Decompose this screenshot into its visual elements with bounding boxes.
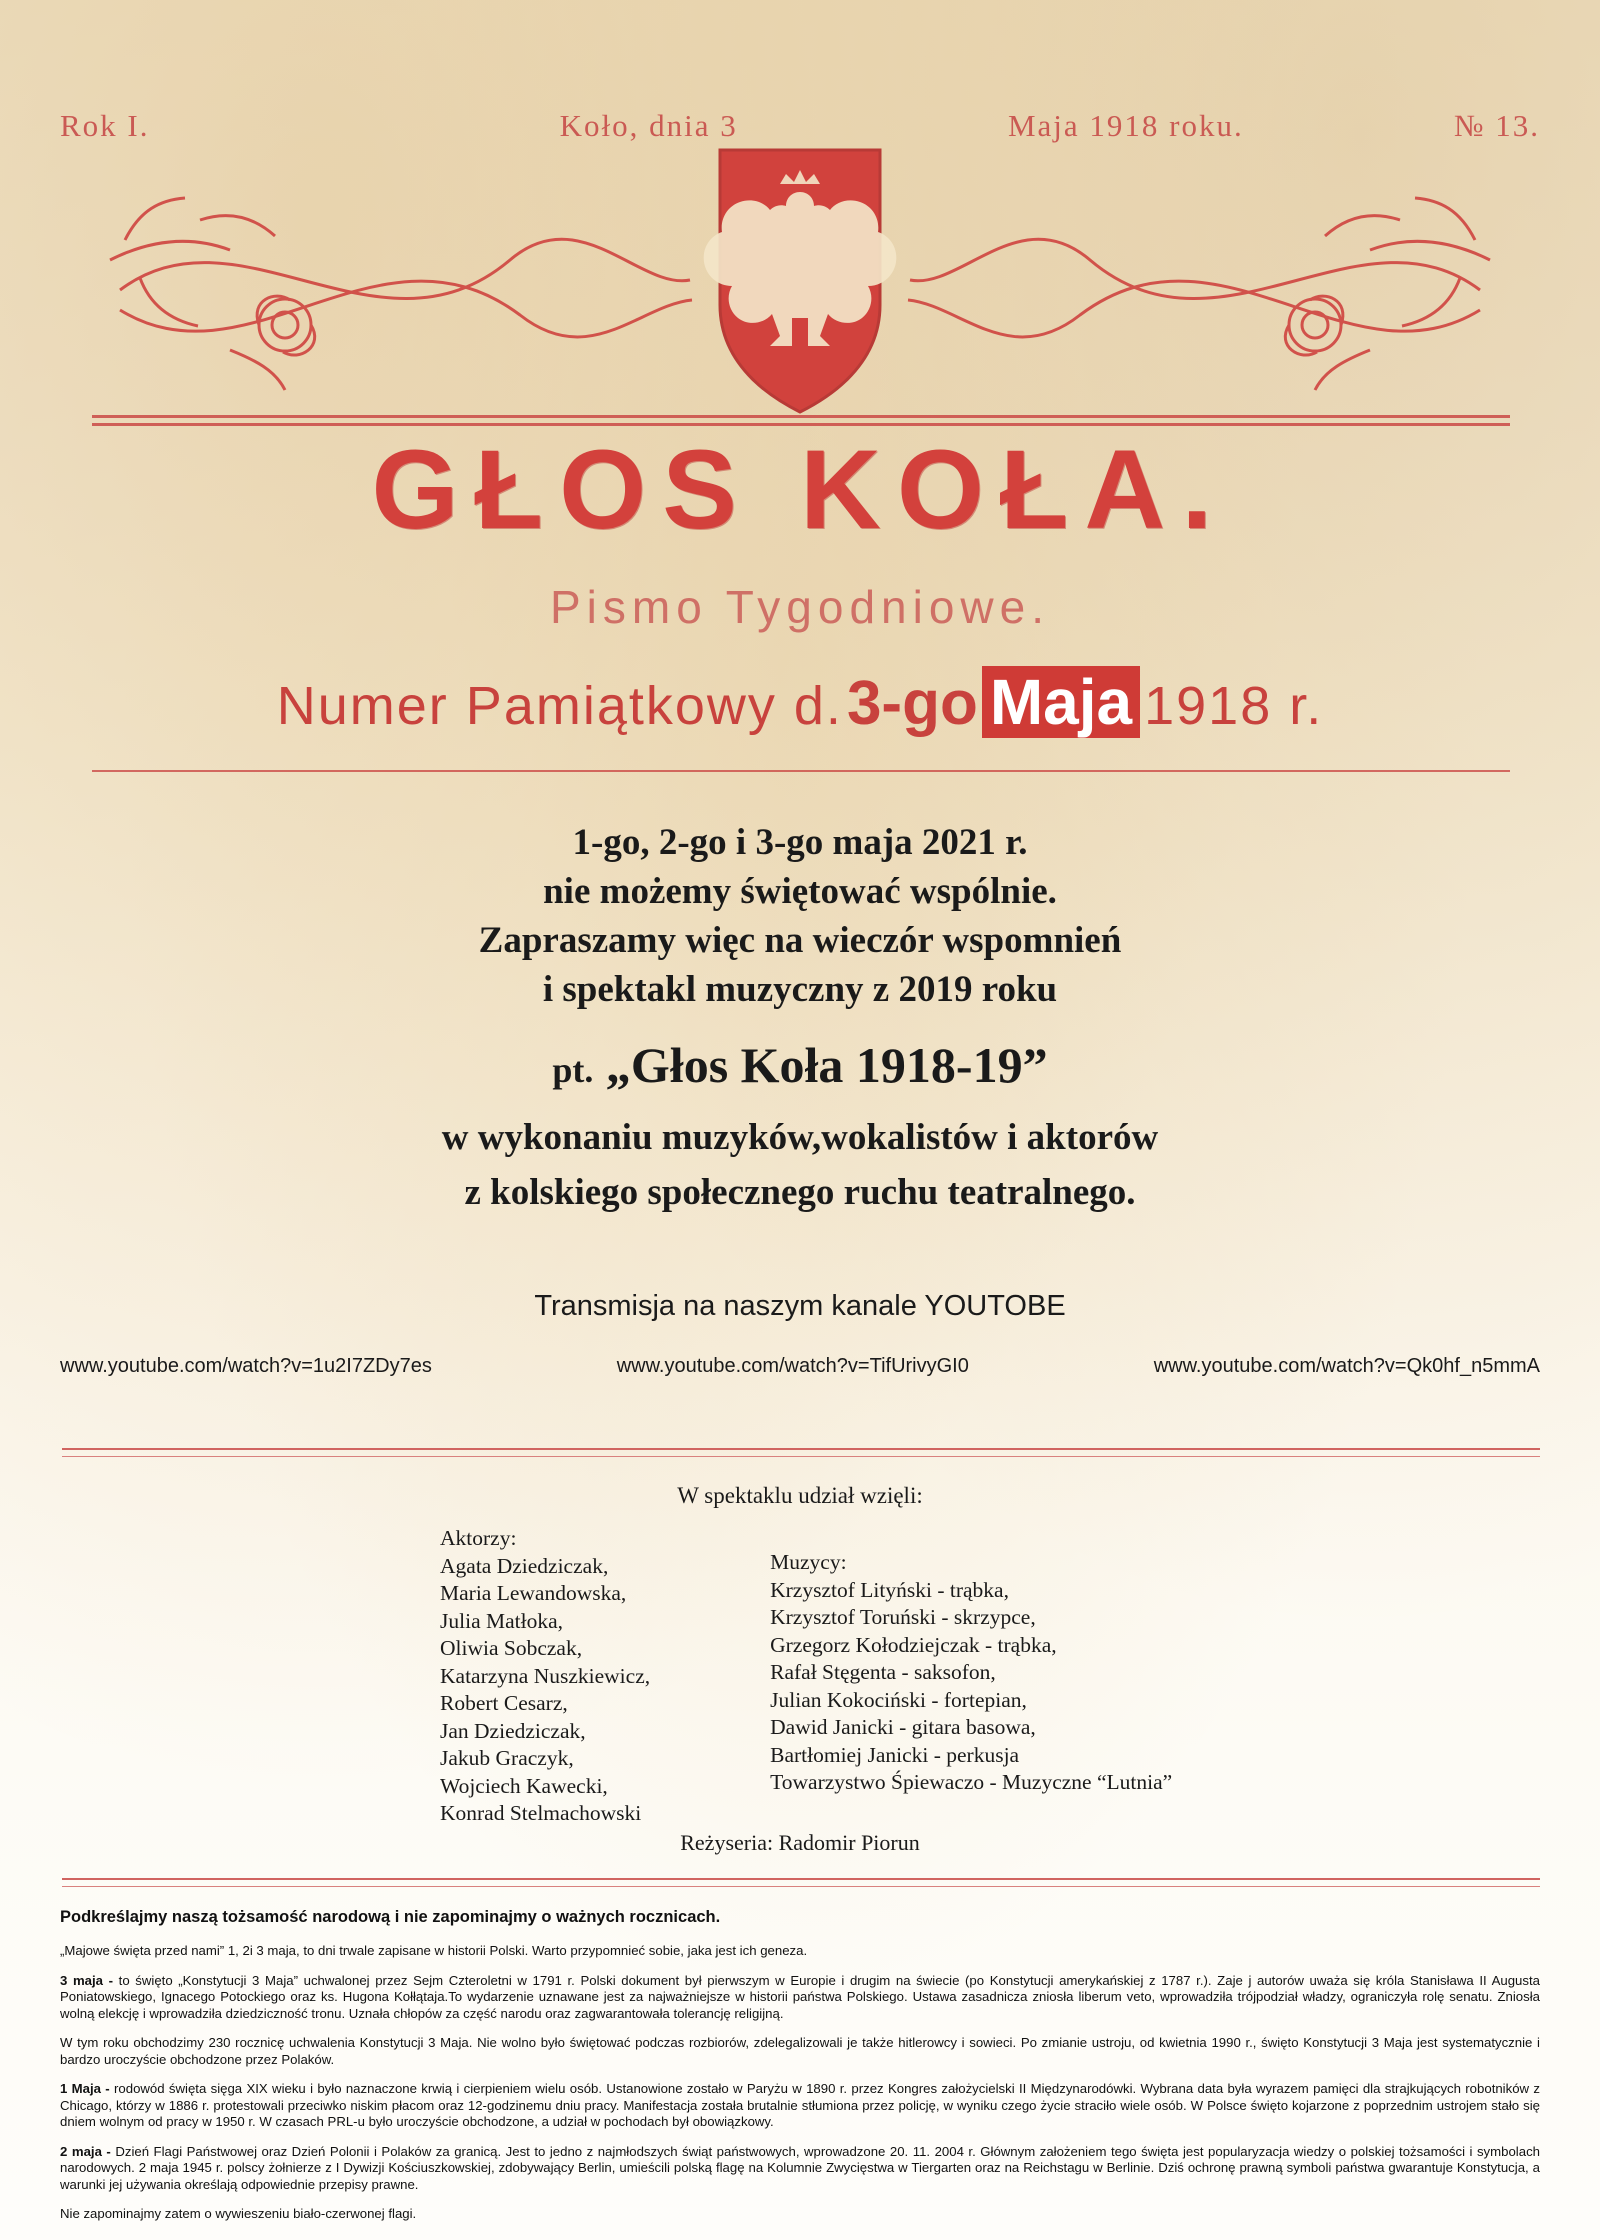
announcement-block: [0, 818, 1600, 1217]
list-item: Konrad Stelmachowski: [440, 1801, 642, 1825]
divider-top: [62, 1448, 1540, 1457]
credits-heading: W spektaklu udział wzięli:: [677, 1483, 923, 1508]
numer-prefix: Numer Pamiątkowy d.: [276, 676, 843, 736]
list-item: Rafał Stęgenta - saksofon,: [770, 1660, 996, 1684]
list-item: Julian Kokociński - fortepian,: [770, 1687, 1027, 1712]
broadcast-label: Transmisja na naszym kanale YOUTOBE: [534, 1290, 1066, 1322]
newspaper-title: GŁOS KOŁA.: [371, 427, 1229, 552]
musicians-label: Muzycy:: [770, 1550, 847, 1574]
divider-bottom: [62, 1878, 1540, 1887]
notes-3-maja: [60, 1973, 1540, 2023]
list-item: Bartłomiej Janicki - perkusja: [770, 1742, 1020, 1767]
announcement-line-4: i spektakl muzyczny z 2019 roku: [542, 969, 1058, 1010]
broadcast-links: [60, 1355, 1540, 1378]
notes-title: Podkreślajmy naszą tożsamość narodową i nie zapominajmy o ważnych rocznicach.: [60, 1908, 721, 1926]
notes-230-rocznica: W tym roku obchodzimy 230 rocznicę uchwalenia Konstytucji 3 Maja. Nie wolno było świętować podczas rozbiorów, zdelegalizowali je także hitlerowcy i sowieci. Po zmianie ustroju, od kwietnia 1990 r., święto Konstytucji 3 Maja jest systematycznie i bardzo uroczyście obchodzone przez Polaków.: [60, 2035, 1540, 2067]
masthead-issue-number: № 13.: [1453, 108, 1540, 143]
announcement-line-1: 1-go, 2-go i 3-go maja 2021 r.: [572, 822, 1028, 863]
list-item: Katarzyna Nuszkiewicz,: [440, 1663, 651, 1688]
numer-month: Maja: [982, 666, 1140, 738]
announcement-line-2: nie możemy świętować wspólnie.: [543, 871, 1057, 912]
notes-3-maja-label: 3 maja -: [60, 1972, 114, 1988]
youtube-link-1[interactable]: www.youtube.com/watch?v=1u2I7ZDy7es: [60, 1355, 432, 1377]
masthead-place-date: Koło, dnia 3: [559, 108, 738, 143]
actors-list: [440, 1553, 650, 1828]
list-item: Grzegorz Kołodziejczak - trąbka,: [770, 1632, 1057, 1657]
numer-year: 1918 r.: [1144, 676, 1324, 736]
notes-3-maja-text: to święto „Konstytucji 3 Maja” uchwalonej przez Sejm Czteroletni w 1791 r. Polski dokument był pierwszym w Europie i drugim na świecie (po Konstytucji amerykańskiej z 1787 r.). Zaje j autorów uważa się króla Stanisława II Augusta Poniatowskiego, Ignacego Potockiego oraz ks. Hugona Kołłątaja.To wydarzenie uznawane jest za najważniejsze w historii państwa Polskiego. Ustawa zasadnicza zniosła liberum veto, wprowadziła trójpodział władzy, ograniczyła rolę senatu. Zniosła wolną elekcję i wprowadziła dziedziczność tronu. Uznała chłopów za część narodu oraz zagwarantowała tolerancję religijną.: [60, 1972, 1540, 2021]
eagle-shield-icon: [704, 150, 897, 412]
masthead: [0, 0, 1600, 820]
ornament-eagle-crest: [80, 140, 1520, 420]
notes-1-maja-label: 1 Maja -: [60, 2081, 110, 2096]
actors-label: Aktorzy:: [440, 1526, 517, 1550]
musicians-column: [770, 1525, 1172, 1828]
notes-2-maja-text: Dzień Flagi Państwowej oraz Dzień Polonii i Polaków za granicą. Jest to jedno z najmłodszych świąt państwowych, wprowadzone 20. 11. 2004 r. Głównym założeniem tego święta jest popularyzacja wiedzy o polskiej tożsamości i symbolach narodowych. 2 maja 1945 r. polscy żołnierze z I Dywizji Kościuszkowskiej, zdobywający Berlin, umieścili polską flagę na Kolumnie Zwycięstwa w Tiergarten oraz na Reichstagu w Berlinie. Dziś ochronę prawną symboli państwa gwarantuje Konstytucja, a warunki jej używania określają odpowiednie przepisy prawne.: [60, 2143, 1540, 2192]
notes-2-maja-label: 2 maja -: [60, 2143, 111, 2159]
cast-lists: [440, 1525, 1440, 1828]
list-item: Jan Dziedziczak,: [440, 1718, 586, 1743]
masthead-month-year: Maja 1918 roku.: [1007, 108, 1244, 143]
notes-1-maja-text: rodowód święta sięga XIX wieku i było naznaczone krwią i cierpieniem wielu osób. Ustanowione zostało w Paryżu w 1890 r. przez Kongres założycielski II Międzynarodówki. Wybrana data była wyrazem pamięci dla strajkujących robotników z Chicago, którzy w 1886 r. protestowali przeciwko niskim płacom oraz 12-godzinemu dniu pracy. Manifestacja została brutalnie stłumiona przez policję, w wyniku czego życie straciło wiele osób. W Polsce święto kojarzone z poprzednim ustrojem stało się dniem wolnym od pracy w 1950 r. W czasach PRL-u było uroczyście obchodzone, a udział w pochodach był obowiązkowy.: [60, 2081, 1540, 2129]
list-item: Towarzystwo Śpiewaczo - Muzyczne “Lutnia”: [770, 1770, 1173, 1794]
youtube-link-3[interactable]: www.youtube.com/watch?v=Qk0hf_n5mmA: [1153, 1355, 1540, 1377]
list-item: Krzysztof Lityński - trąbka,: [770, 1577, 1009, 1602]
notes-1-maja: [60, 2081, 1540, 2131]
newspaper-subtitle: Pismo Tygodniowe.: [549, 581, 1051, 633]
notes-2-maja: [60, 2144, 1540, 2194]
list-item: Maria Lewandowska,: [440, 1581, 627, 1605]
announcement-line-3: Zapraszamy więc na wieczór wspomnień: [478, 920, 1122, 961]
list-item: Robert Cesarz,: [440, 1691, 568, 1715]
show-title: „Głos Koła 1918-19”: [605, 1037, 1048, 1093]
list-item: Jakub Graczyk,: [440, 1746, 574, 1770]
historical-notes: [60, 1908, 1540, 2236]
list-item: Dawid Janicki - gitara basowa,: [770, 1715, 1036, 1739]
commemorative-issue-line: [0, 665, 1600, 739]
notes-closing: Nie zapominajmy zatem o wywieszeniu biało-czerwonej flagi.: [60, 2206, 417, 2221]
list-item: Krzysztof Toruński - skrzypce,: [770, 1605, 1036, 1629]
notes-intro: „Majowe święta przed nami” 1, 2i 3 maja, to dni trwale zapisane w historii Polski. Warto przypomnieć sobie, jaka jest ich geneza.: [60, 1943, 808, 1958]
list-item: Wojciech Kawecki,: [440, 1773, 608, 1798]
masthead-volume: Rok I.: [60, 108, 150, 143]
announcement-line-5: w wykonaniu muzyków,wokalistów i aktorów: [441, 1117, 1159, 1158]
masthead-bottom-rule: [92, 770, 1510, 772]
announcement-line-6: z kolskiego społecznego ruchu teatralnego.: [464, 1172, 1136, 1213]
list-item: Agata Dziedziczak,: [440, 1553, 609, 1578]
actors-column: [440, 1525, 650, 1828]
show-title-prefix: pt.: [552, 1050, 594, 1090]
youtube-link-2[interactable]: www.youtube.com/watch?v=TifUrivyGI0: [616, 1355, 969, 1377]
musicians-list: [770, 1577, 1172, 1797]
masthead-meta-line: [60, 108, 1540, 144]
list-item: Oliwia Sobczak,: [440, 1636, 583, 1660]
list-item: Julia Matłoka,: [440, 1608, 564, 1633]
director-credit: Reżyseria: Radomir Piorun: [680, 1830, 920, 1855]
show-title-line: [0, 1028, 1600, 1107]
numer-day: 3-go: [846, 669, 978, 738]
